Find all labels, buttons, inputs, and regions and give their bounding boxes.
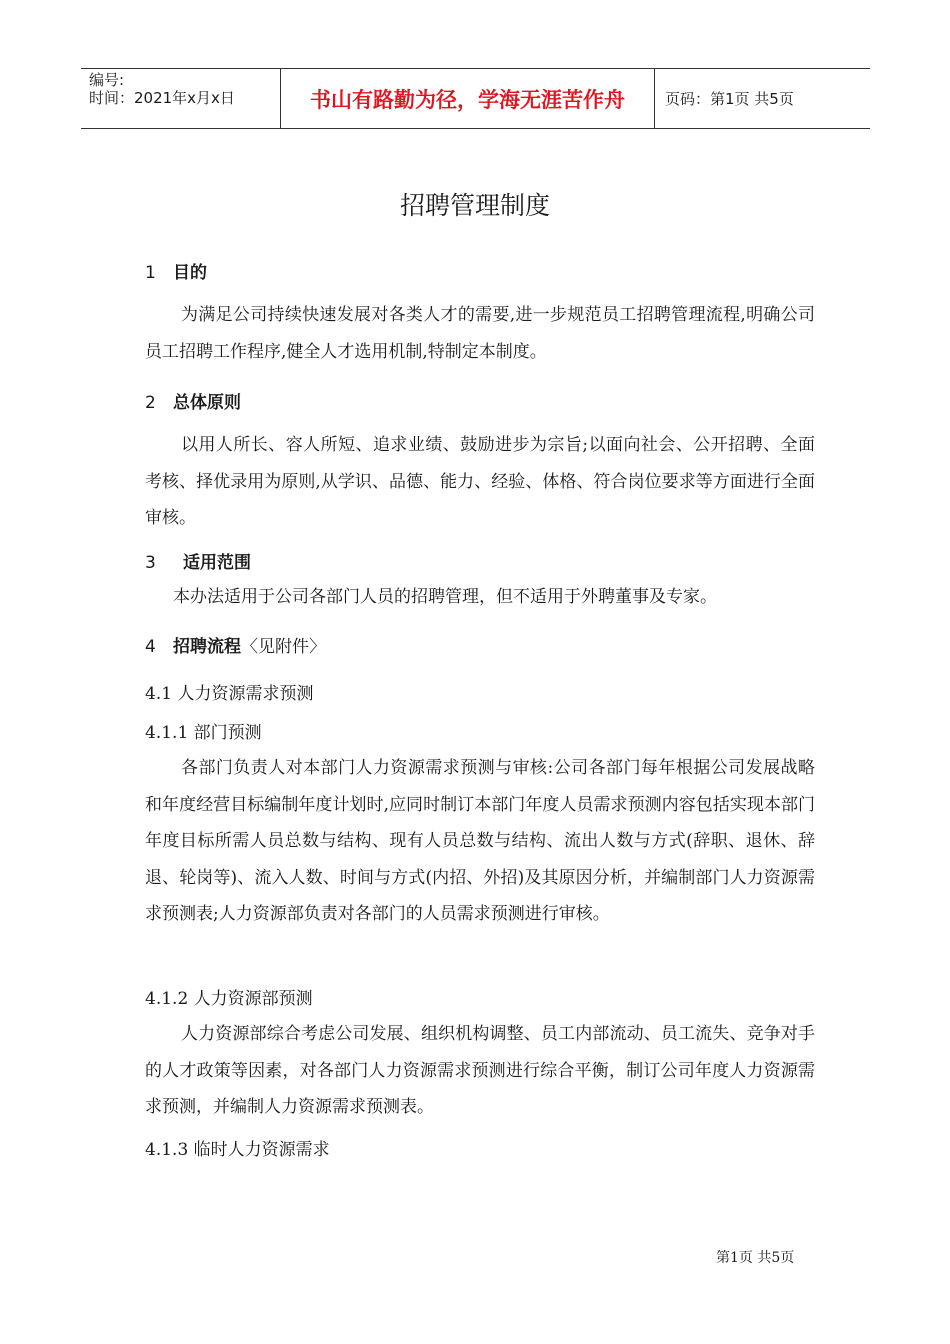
section-note: 〈见附件〉 [241,637,326,657]
section-2-paragraph: 以用人所长、容人所短、追求业绩、鼓励进步为宗旨;以面向社会、公开招聘、全面考核、择优录用为原则,从学识、品德、能力、经验、体格、符合岗位要求等方面进行全面审核。 [145,435,815,528]
section-number: 4 [145,637,156,657]
section-title: 适用范围 [183,553,251,573]
section-title: 总体原则 [173,393,241,413]
document-title: 招聘管理制度 [399,191,550,220]
subsection-4-1-1: 4.1.1 部门预测 [145,723,262,743]
serial-label: 编号: [89,71,125,89]
section-3-heading [145,548,251,573]
header-motto: 书山有路勤为径，学海无涯苦作舟 [281,69,655,128]
header-meta [81,69,281,128]
subsection-4-1-2: 4.1.2 人力资源部预测 [145,989,313,1009]
section-number: 3 [145,553,156,573]
section-1-paragraph: 为满足公司持续快速发展对各类人才的需要,进一步规范员工招聘管理流程,明确公司员工招聘工作程序,健全人才选用机制,特制定本制度。 [145,305,815,362]
section-title: 招聘流程 [173,637,241,657]
section-number: 1 [145,263,156,283]
page-header [81,68,870,129]
section-title: 目的 [173,263,207,283]
page-footer: 第1页 共5页 [716,1250,795,1266]
section-2-heading [145,388,241,413]
section-number: 2 [145,393,156,413]
section-4-heading [145,632,326,657]
date-label: 时间：2021年x月x日 [89,89,235,107]
subsection-4-1-2-paragraph: 人力资源部综合考虑公司发展、组织机构调整、员工内部流动、员工流失、竞争对手的人才政策等因素，对各部门人力资源需求预测进行综合平衡，制订公司年度人力资源需求预测，并编制人力资源需求预测表。 [145,1024,815,1117]
subsection-4-1-3: 4.1.3 临时人力资源需求 [145,1140,330,1160]
subsection-4-1: 4.1 人力资源需求预测 [145,684,314,704]
header-page-info: 页码：第1页 共5页 [665,90,794,108]
section-1-heading [145,258,207,283]
section-3-paragraph: 本办法适用于公司各部门人员的招聘管理，但不适用于外聘董事及专家。 [173,587,717,607]
subsection-4-1-1-paragraph: 各部门负责人对本部门人力资源需求预测与审核:公司各部门每年根据公司发展战略和年度经营目标编制年度计划时,应同时制订本部门年度人员需求预测内容包括实现本部门年度目标所需人员总数与结构、现有人员总数与结构、流出人数与方式(辞职、退休、辞退、轮岗等)、流入人数、时间与方式(内招、外招)及其原因分析，并编制部门人力资源需求预测表;人力资源部负责对各部门的人员需求预测进行审核。 [145,758,815,924]
